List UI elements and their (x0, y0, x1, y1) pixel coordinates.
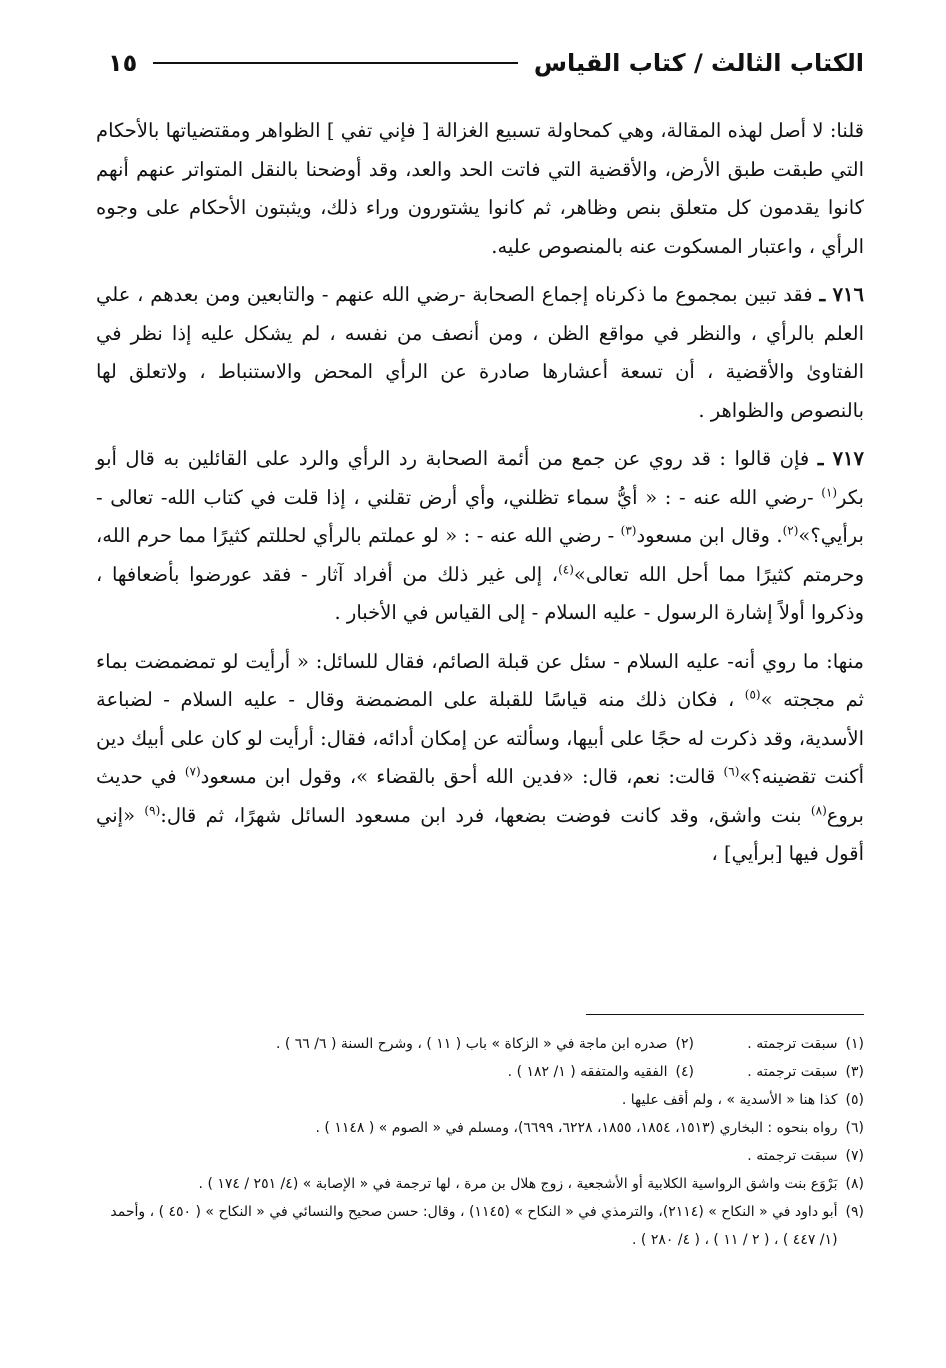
footnote (96, 1198, 864, 1254)
footnote-row (96, 1170, 864, 1198)
footnote-text: سبقت ترجمته . (747, 1036, 838, 1052)
paragraph-text: قالت: نعم، قال: «فدين الله أحق بالقضاء »، وقول ابن مسعود (200, 765, 724, 788)
footnote (96, 1086, 864, 1114)
footnote-marker: (١) (845, 1036, 864, 1052)
footnote-row (96, 1058, 864, 1086)
footnote-reference: (٩) (144, 803, 161, 817)
footnote-marker: (٢) (675, 1036, 694, 1052)
footnote-reference: (٨) (810, 803, 827, 817)
paragraph-text: . وقال ابن مسعود (636, 524, 783, 547)
paragraph-text: بنت واشق، وقد كانت فوضت بضعها، فرد ابن مسعود السائل شهرًا، ثم قال: (160, 803, 811, 827)
footnote-reference: (٤) (558, 562, 574, 576)
footnote (96, 1170, 864, 1198)
footnote-marker: (٩) (845, 1204, 864, 1220)
paragraph-number: ٧١٦ ـ (819, 283, 864, 306)
paragraph-text: قلنا: لا أصل لهذه المقالة، وهي كمحاولة تسبيع الغزالة [ فإني تفي ] الظواهر ومقتضياتها بالأحكام التي طبقت طبق الأرض، والأقضية التي فاتت الحد والعد، وقد أوضحنا بالنقل المتواتر عنهم أنهم كانوا يقدمون كل متعلق بنص وظاهر، ثم كانوا يشتورون وراء ذلك، ويثبتون الأحكام على وجوه الرأي ، واعتبار المسكوت عنه بالمنصوص عليه. (96, 119, 864, 258)
paragraph-text: منها: ما روي أنه- عليه السلام - سئل عن قبلة الصائم، فقال للسائل: « أرأيت لو تمضمضت بماء ثم مججته » (96, 649, 864, 711)
footnote-marker: (٣) (845, 1064, 864, 1080)
footnote-text: سبقت ترجمته . (747, 1064, 838, 1080)
footnote-text: رواه بنحوه : البخاري (١٥١٣، ١٨٥٤، ١٨٥٥، ٦٢٢٨، ٦٦٩٩)، ومسلم في « الصوم » ( ١١٤٨ ) . (315, 1120, 838, 1136)
footnote-marker: (٦) (845, 1120, 864, 1136)
footnote-text: الفقيه والمتفقه ( ١/ ١٨٢ ) . (507, 1064, 668, 1080)
paragraph-text: -رضي الله عنه - : « أيُّ سماء تظلني، وأي أرض تقلني ، إذا قلت في كتاب الله- تعالى - برأيي؟» (96, 485, 864, 547)
header-rule (153, 62, 518, 64)
footnote-marker: (٤) (675, 1064, 694, 1080)
page-header (108, 38, 864, 88)
paragraph (96, 112, 864, 266)
footnote-separator (586, 1014, 864, 1015)
footnote-text: سبقت ترجمته . (747, 1148, 838, 1164)
footnote-text: بَرْوَع بنت واشق الرواسية الكلابية أو الأشجعية ، زوج هلال بن مرة ، لها ترجمة في « الإصابة » (٤/ ٢٥١ / ١٧٤ ) . (198, 1176, 838, 1192)
footnote-marker: (٧) (845, 1148, 864, 1164)
footnote-reference: (٧) (184, 764, 201, 779)
footnote-text: كذا هنا « الأسدية » ، ولم أقف عليها . (621, 1092, 838, 1108)
footnote-text: أبو داود في « النكاح » (٢١١٤)، والترمذي في « النكاح » (١١٤٥) ، وقال: حسن صحيح والنسائي في « النكاح » ( ٤٥٠ ) ، وأحمد (١/ ٤٤٧ ) ، ( ٢ / ١١ ) ، ( ٤/ ٢٨٠ ) . (110, 1204, 838, 1248)
paragraph-text: ، إلى غير ذلك من أفراد آثار - فقد عورضوا بأضعافها ، وذكروا أولاً إشارة الرسول - عليه السلام - إلى القياس في الأخبار . (96, 562, 864, 624)
paragraph-text: - رضي الله عنه - : « لو عملتم بالرأي لحللتم كثيرًا مما حرم الله، وحرمتم كثيرًا مما أحل الله تعالى» (96, 524, 864, 586)
footnote-text: صدره ابن ماجة في « الزكاة » باب ( ١١ ) ، وشرح السنة ( ٦/ ٦٦ ) . (275, 1036, 668, 1052)
paragraph-number: ٧١٧ ـ (817, 447, 864, 470)
paragraph-text: في حديث بروع (96, 765, 864, 827)
footnote-reference: (٣) (620, 523, 637, 538)
footnote-row (96, 1198, 864, 1254)
footnote (96, 1142, 864, 1170)
footnote-row (96, 1114, 864, 1142)
footnote-row (96, 1142, 864, 1170)
paragraph-text: فإن قالوا : قد روي عن جمع من أئمة الصحابة رد الرأي والرد على القائلين به قال أبو بكر (96, 447, 864, 509)
footnote (96, 1114, 864, 1142)
paragraph-text: «إني أقول فيها [برأيي] ، (96, 803, 864, 865)
running-title: الكتاب الثالث / كتاب القياس (533, 49, 864, 77)
footnote-reference: (٢) (782, 523, 799, 538)
footnote-reference: (٥) (744, 687, 761, 702)
paragraph (96, 643, 864, 874)
main-text (96, 112, 864, 884)
footnote-marker: (٥) (845, 1092, 864, 1108)
footnote (694, 1058, 864, 1086)
paragraph-text: فقد تبين بمجموع ما ذكرناه إجماع الصحابة -رضي الله عنهم - والتابعين ومن بعدهم ، علي العلم بالرأي ، والنظر في مواقع الظن ، ومن أنصف من نفسه ، لم يشكل عليه إذا نظر في الفتاوىٰ والأقضية ، أن تسعة أعشارها صادرة عن الرأي المحض والاستنباط ، ولاتعلق لها بالنصوص والظواهر . (96, 283, 864, 422)
footnotes (96, 1030, 864, 1254)
footnote (96, 1058, 694, 1086)
paragraph (96, 276, 864, 430)
paragraph (96, 440, 864, 633)
footnote (96, 1030, 694, 1058)
paragraph-text: ، فكان ذلك منه قياسًا للقبلة على المضمضة وقال - عليه السلام - لضباعة الأسدية، وقد ذكرت له حجًا على أبيها، وسألته عن إمكان أدائه، فقال: أرأيت لو كان على أبيك دين أكنت تقضينه؟» (96, 688, 864, 788)
footnote-row (96, 1030, 864, 1058)
footnote-row (96, 1086, 864, 1114)
page-number: ١٥ (108, 49, 138, 77)
footnote-reference: (٦) (723, 764, 740, 779)
footnote-reference: (١) (821, 485, 838, 499)
footnote (694, 1030, 864, 1058)
footnote-marker: (٨) (845, 1176, 864, 1192)
